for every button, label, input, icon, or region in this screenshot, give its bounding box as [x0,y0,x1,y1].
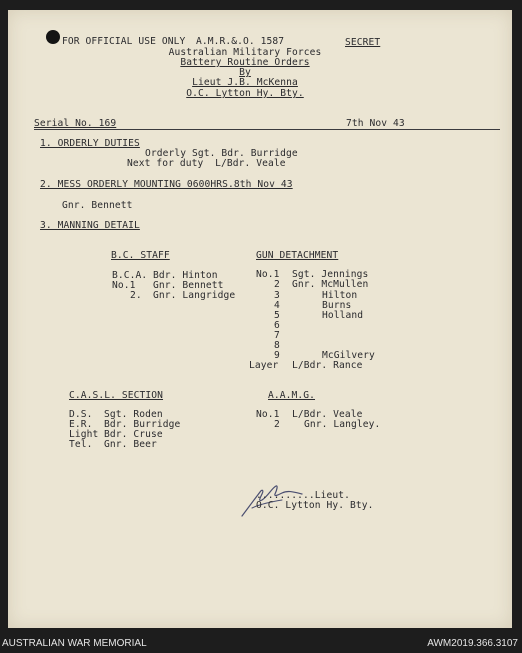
aamg-name: Gnr. Langley. [304,419,381,430]
signature-line-1: ..........Lieut. [256,490,351,501]
aamg-name: L/Bdr. Veale [292,409,363,420]
section-3-heading: 3. MANNING DETAIL [40,220,140,231]
bc-staff-pos: No.1 [112,280,136,291]
aamg-pos: No.1 [256,409,280,420]
gun-name: Gnr. McMullen [292,279,369,290]
footer-reference: AWM2019.366.3107 [427,638,518,649]
casl-name: Gnr. Beer [104,439,157,450]
gun-pos: No.1 [256,269,280,280]
casl-name: Bdr. Burridge [104,419,181,430]
aamg-pos: 2 [274,419,280,430]
gun-name: Burns [322,300,352,311]
section-1-line-2: Next for duty L/Bdr. Veale [127,158,286,169]
document-page [8,10,512,628]
signature-line-2: O.C. Lytton Hy. Bty. [256,500,374,511]
bc-staff-pos: 2. [130,290,142,301]
punch-hole [46,30,60,44]
bc-staff-name: Bdr. Hinton [153,270,218,281]
gun-name: McGilvery [322,350,375,361]
casl-name: Bdr. Cruse [104,429,163,440]
header-line-3: By [239,67,251,78]
gun-name: Holland [322,310,364,321]
header-line-2: Battery Routine Orders [180,57,310,68]
bc-staff-name: Gnr. Bennett [153,280,224,291]
bc-staff-name: Gnr. Langridge [153,290,236,301]
gun-name: Sgt. Jennings [292,269,369,280]
gun-pos: 9 [274,350,280,361]
section-1-line-1: Orderly Sgt. Bdr. Burridge [145,148,298,159]
classification-left: FOR OFFICIAL USE ONLY [62,36,186,47]
casl-pos: E.R. [69,419,93,430]
header-line-5: O.C. Lytton Hy. Bty. [186,88,304,99]
gun-pos: Layer [249,360,279,371]
casl-pos: Light [69,429,99,440]
casl-pos: D.S. [69,409,93,420]
gun-pos: 2 [274,279,280,290]
gun-pos: 5 [274,310,280,321]
reference-number: A.M.R.&.O. 1587 [196,36,285,47]
gun-name: Hilton [322,290,358,301]
footer-institution: AUSTRALIAN WAR MEMORIAL [2,638,147,649]
casl-section-title: C.A.S.L. SECTION [69,390,164,401]
gun-detachment-title: GUN DETACHMENT [256,250,339,261]
bc-staff-title: B.C. STAFF [111,250,170,261]
section-2-line-1: Gnr. Bennett [62,200,133,211]
gun-pos: 3 [274,290,280,301]
serial-number: Serial No. 169 [34,118,117,129]
divider-line [34,129,500,130]
casl-pos: Tel. [69,439,93,450]
aamg-title: A.A.M.G. [268,390,316,401]
gun-pos: 7 [274,330,280,341]
gun-name: L/Bdr. Rance [292,360,363,371]
classification-right: SECRET [345,37,381,48]
header-line-4: Lieut J.B. McKenna [192,77,298,88]
section-1-heading: 1. ORDERLY DUTIES [40,138,140,149]
casl-name: Sgt. Roden [104,409,163,420]
serial-date: 7th Nov 43 [346,118,405,129]
bc-staff-pos: B.C.A. [112,270,148,281]
header-line-1: Australian Military Forces [168,47,322,58]
section-2-heading: 2. MESS ORDERLY MOUNTING 0600HRS.8th Nov 43 [40,179,293,190]
gun-pos: 4 [274,300,280,311]
gun-pos: 8 [274,340,280,351]
gun-pos: 6 [274,320,280,331]
